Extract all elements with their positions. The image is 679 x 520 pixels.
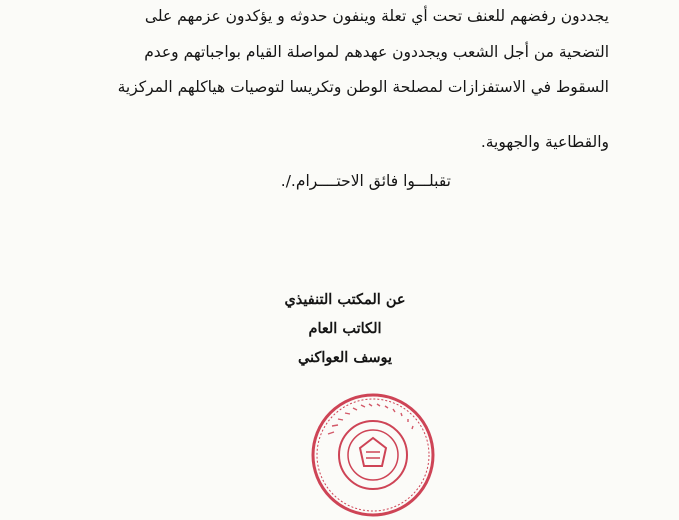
body-line: التضحية من أجل الشعب ويجددون عهدهم لمواصلة القيام بواجباتهم وعدم (144, 43, 609, 61)
body-line: والقطاعية والجهوية. (480, 133, 609, 151)
body-line: يجددون رفضهم للعنف تحت أي تعلة وينفون حدوثه و يؤكدون عزمهم على (144, 7, 609, 25)
signatory-office: عن المكتب التنفيذي (284, 291, 406, 308)
signatory-title: الكاتب العام (308, 320, 382, 337)
signatory-name: يوسف العواكني (297, 349, 393, 366)
official-stamp (308, 390, 438, 520)
body-line: السقوط في الاستفزازات لمصلحة الوطن وتكريسا لتوصيات هياكلهم المركزية (117, 78, 609, 96)
closing-salutation: تقبلـــوا فائق الاحتــــرام./. (280, 172, 451, 190)
signature-block (255, 285, 435, 372)
